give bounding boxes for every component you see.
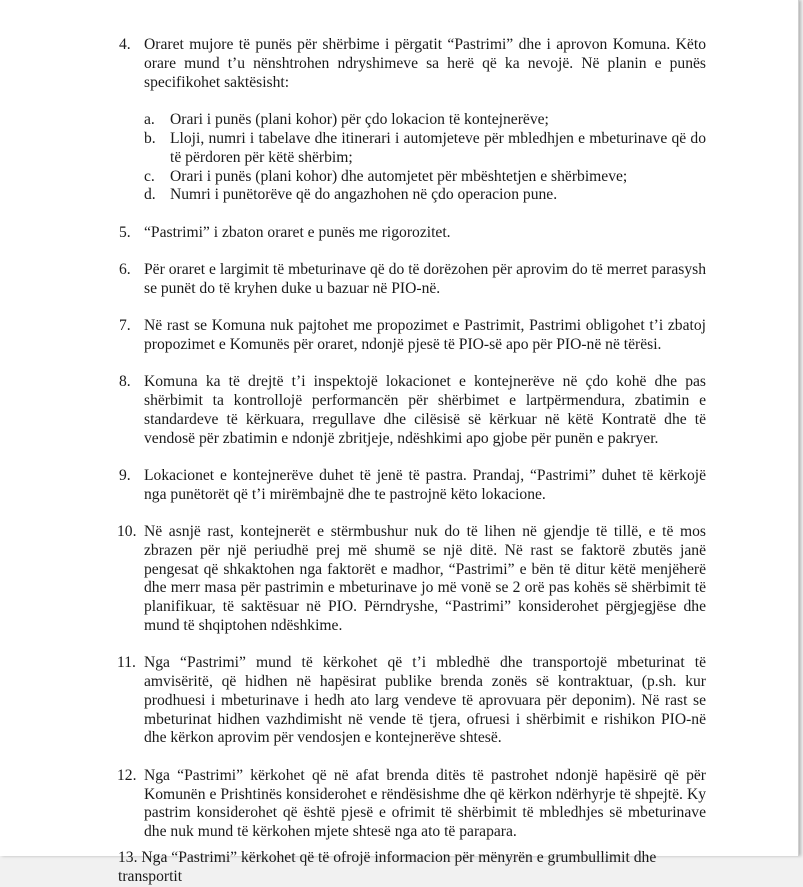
sub-item-c	[144, 168, 706, 187]
item-number: 10.	[117, 522, 137, 540]
item-text: “Pastrimi” i zbaton oraret e punës me rigorozitet.	[144, 223, 451, 241]
list-item-9	[119, 466, 706, 505]
item-text: Lokacionet e kontejnerëve duhet të jenë të pastra. Prandaj, “Pastrimi” duhet të kërkojë nga punëtorët që t’i mirëmbajnë dhe te pastrojnë këto lokacione.	[144, 466, 706, 503]
list-item-5	[119, 223, 706, 243]
item-number: 11.	[117, 654, 136, 672]
cutoff-next-item	[118, 848, 718, 885]
item-number: 9.	[119, 466, 131, 484]
item-text: Në rast se Komuna nuk pajtohet me propozimet e Pastrimit, Pastrimi obligohet t’i zbatoj propozimet e Komunës për oraret, ndonjë pjesë të PIO-së apo për PIO-në në tërësi.	[144, 317, 706, 353]
sub-item-text: Numri i punëtorëve që do angazhohen në çdo operacion pune.	[170, 186, 558, 204]
item-number: 8.	[119, 373, 131, 391]
sub-item-b	[144, 130, 706, 168]
item-text: Nga “Pastrimi” mund të kërkohet që t’i mbledhë dhe transportojë mbeturinat të amvisëritë, që hidhen në hapësirat publike brenda zonës së kontraktuar, (p.sh. kur prodhuesi i mbeturinave i hedh ato larg vendeve të aprovuara për deponim). Në rast se mbeturinat hidhen vazhdimisht në vende të tjera, ofruesi i shërbimit e rishikon PIO-në dhe kërkon aprovim për vendosjen e kontejnerëve shtesë.	[144, 654, 706, 747]
list-item-11	[117, 654, 706, 748]
list-item-6	[119, 260, 706, 299]
sub-item-text: Orari i punës (plani kohor) për çdo lokacion të kontejnerëve;	[170, 111, 549, 129]
sub-item-text: Lloji, numri i tabelave dhe itinerari i automjeteve për mbledhjen e mbeturinave që do të përdoren për këtë shërbim;	[170, 129, 706, 166]
item-number: 5.	[119, 223, 131, 241]
item-number: 4.	[119, 36, 131, 53]
list-item-10	[117, 522, 706, 636]
sub-item-letter: d.	[144, 186, 156, 204]
sub-item-text: Orari i punës (plani kohor) dhe automjetet për mbështetjen e shërbimeve;	[170, 167, 628, 185]
list-item-8	[119, 373, 706, 448]
item-text: Nga “Pastrimi” kërkohet që në afat brenda ditës të pastrohet ndonjë hapësirë që për Komunën e Prishtinës konsiderohet e rëndësishme dhe që kërkon ndërhyrje të shpejtë. Ky pastrim konsiderohet që është pjesë e ofrimit të shërbimit të mbledhjes së mbeturinave dhe nuk mund të kërkohen mjete shtesë nga ato të parapara.	[144, 766, 706, 841]
sub-item-a	[144, 111, 706, 130]
item-text: Për oraret e largimit të mbeturinave që do të dorëzohen për aprovim do të merret parasysh se punët do të kryhen duke u bazuar në PIO-në.	[144, 260, 706, 297]
item-number: 6.	[119, 260, 131, 278]
cutoff-text: 13. Nga “Pastrimi” kërkohet që të ofrojë informacion për mënyrën e grumbullimit dhe transportit	[118, 849, 657, 885]
item-text: Në asnjë rast, kontejnerët e stërmbushur nuk do të lihen në gjendje të tillë, e të mos zbrazen për një periudhë prej më shumë se një ditë. Në rast se faktorë zbutës janë pengesat që shkaktohen nga faktorët e madhor, “Pastrimi” e bën të ditur këtë menjëherë dhe merr masa për pastrimin e mbeturinave jo më vonë se 2 orë pas kohës së shërbimit të planifikuar, të saktësuar në PIO. Përndryshe, “Pastrimi” konsiderohet përgjegjëse dhe mund të shqiptohen ndëshkime.	[144, 522, 706, 634]
item-text: Komuna ka të drejtë t’i inspektojë lokacionet e kontejnerëve në çdo kohë dhe pas shërbimit ta kontrollojë performancën për shërbimet e lartpërmendura, zbatimin e standardeve të kërkuara, rregullave dhe cilësisë së kërkuar në këtë Kontratë dhe të vendosë për zbatimin e ndonjë zbritjeje, ndëshkimi apo gjobe për punën e pakryer.	[144, 373, 706, 447]
sub-item-d	[144, 186, 706, 205]
sub-list	[144, 111, 706, 205]
list-item-7	[119, 317, 706, 355]
sub-item-letter: c.	[144, 167, 155, 185]
list-item-4	[119, 36, 706, 205]
list-item-12	[117, 766, 706, 842]
item-text: Oraret mujore të punës për shërbime i përgatit “Pastrimi” dhe i aprovon Komuna. Këto orare mund t’u nënshtrohen ndryshimeve sa herë që ka nevojë. Në planin e punës specifikohet saktësisht:	[144, 36, 706, 91]
sub-item-letter: b.	[144, 129, 156, 147]
item-number: 7.	[119, 317, 131, 335]
item-number: 12.	[117, 766, 137, 784]
numbered-list	[0, 36, 798, 860]
sub-item-letter: a.	[144, 111, 155, 129]
